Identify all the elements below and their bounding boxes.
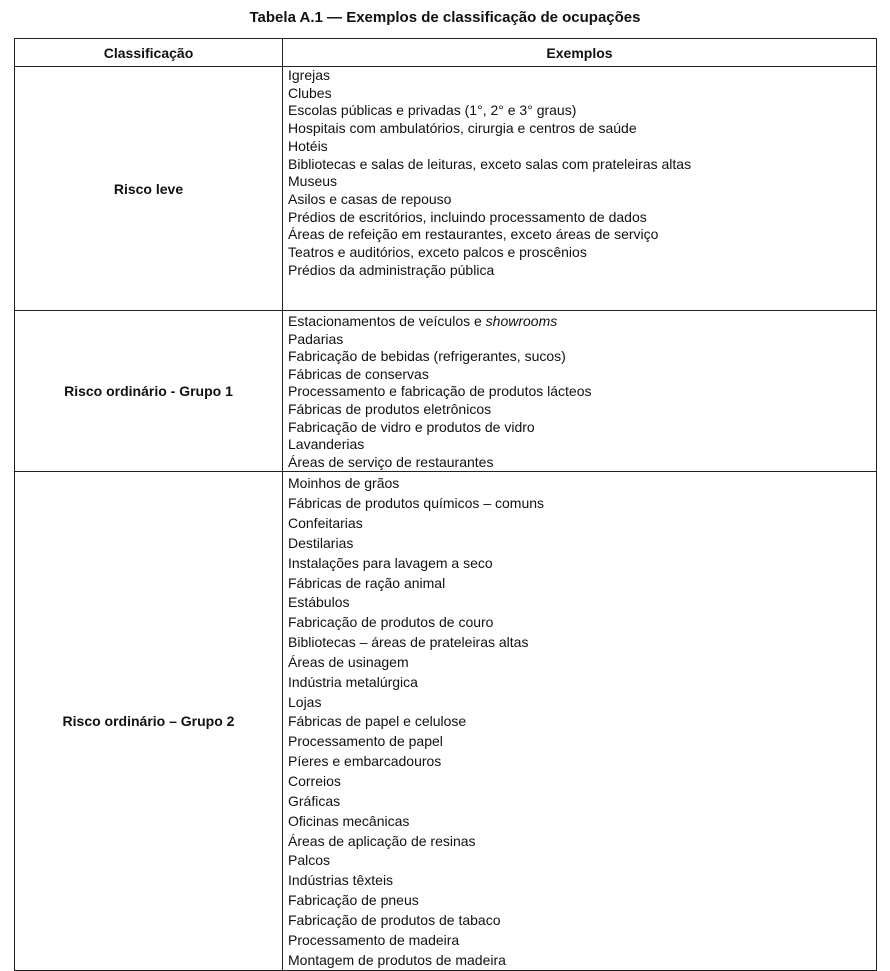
example-item: Lojas xyxy=(288,693,322,710)
example-item: Estacionamentos de veículos e showrooms xyxy=(288,313,558,329)
classification-cell: Risco ordinário – Grupo 2 xyxy=(15,472,283,971)
example-item: Gráficas xyxy=(288,792,341,809)
example-item: Asilos e casas de repouso xyxy=(288,190,452,207)
examples-cell xyxy=(283,311,877,472)
example-item: Indústria metalúrgica xyxy=(288,673,418,690)
example-item: Fabricação de pneus xyxy=(288,892,419,909)
example-item: Fábricas de conservas xyxy=(288,365,429,382)
example-item: Hotéis xyxy=(288,137,328,154)
examples-cell xyxy=(283,67,877,311)
example-item: Fabricação de produtos de tabaco xyxy=(288,911,501,928)
example-item: Fábricas de papel e celulose xyxy=(288,713,467,730)
example-item: Moinhos de grãos xyxy=(288,475,400,492)
example-item: Bibliotecas – áreas de prateleiras altas xyxy=(288,634,529,651)
examples-list xyxy=(288,474,872,970)
example-item: Fabricação de vidro e produtos de vidro xyxy=(288,418,535,435)
example-item: Montagem de produtos de madeira xyxy=(288,951,506,968)
example-item: Fábricas de produtos químicos – comuns xyxy=(288,495,545,512)
occupation-classification-table xyxy=(14,38,877,971)
example-item: Palcos xyxy=(288,852,331,869)
example-item: Oficinas mecânicas xyxy=(288,812,410,829)
table-row xyxy=(15,311,877,472)
header-examples: Exemplos xyxy=(283,39,877,67)
examples-list xyxy=(288,67,872,279)
example-item: Lavanderias xyxy=(288,436,365,453)
example-item: Escolas públicas e privadas (1°, 2° e 3° graus) xyxy=(288,102,577,119)
example-item: Píeres e embarcadouros xyxy=(288,753,442,770)
table-row xyxy=(15,67,877,311)
example-item: Museus xyxy=(288,173,338,190)
example-item: Fábricas de ração animal xyxy=(288,574,446,591)
example-item: Áreas de serviço de restaurantes xyxy=(288,453,494,470)
examples-list xyxy=(288,313,872,471)
table-header-row xyxy=(15,39,877,67)
example-item: Áreas de usinagem xyxy=(288,653,409,670)
example-item: Correios xyxy=(288,773,341,789)
example-item: Processamento de madeira xyxy=(288,931,460,948)
example-item: Igrejas xyxy=(288,67,331,83)
examples-cell xyxy=(283,472,877,971)
example-item: Padarias xyxy=(288,330,344,347)
example-item: Fábricas de produtos eletrônicos xyxy=(288,400,492,417)
example-item: Destilarias xyxy=(288,534,354,551)
example-item: Hospitais com ambulatórios, cirurgia e centros de saúde xyxy=(288,120,637,137)
example-item: Processamento e fabricação de produtos lácteos xyxy=(288,383,592,400)
example-item: Teatros e auditórios, exceto palcos e proscênios xyxy=(288,244,587,261)
example-item: Estábulos xyxy=(288,594,350,611)
classification-cell: Risco ordinário - Grupo 1 xyxy=(15,311,283,472)
example-item: Instalações para lavagem a seco xyxy=(288,554,493,571)
example-item: Áreas de aplicação de resinas xyxy=(288,832,476,849)
example-item: Fabricação de produtos de couro xyxy=(288,614,494,631)
example-item: Bibliotecas e salas de leituras, exceto salas com prateleiras altas xyxy=(288,155,692,172)
classification-cell: Risco leve xyxy=(15,67,283,311)
example-item: Indústrias têxteis xyxy=(288,872,394,889)
example-item: Prédios da administração pública xyxy=(288,261,495,278)
example-item: Processamento de papel xyxy=(288,733,443,750)
header-classification: Classificação xyxy=(15,39,283,67)
table-row xyxy=(15,472,877,971)
example-item: Prédios de escritórios, incluindo processamento de dados xyxy=(288,208,647,225)
example-item: Confeitarias xyxy=(288,515,363,532)
example-item: Áreas de refeição em restaurantes, exceto áreas de serviço xyxy=(288,226,659,243)
table-title: Tabela A.1 — Exemplos de classificação de ocupações xyxy=(249,9,641,26)
example-item: Clubes xyxy=(288,84,332,101)
example-item: Fabricação de bebidas (refrigerantes, sucos) xyxy=(288,348,566,365)
